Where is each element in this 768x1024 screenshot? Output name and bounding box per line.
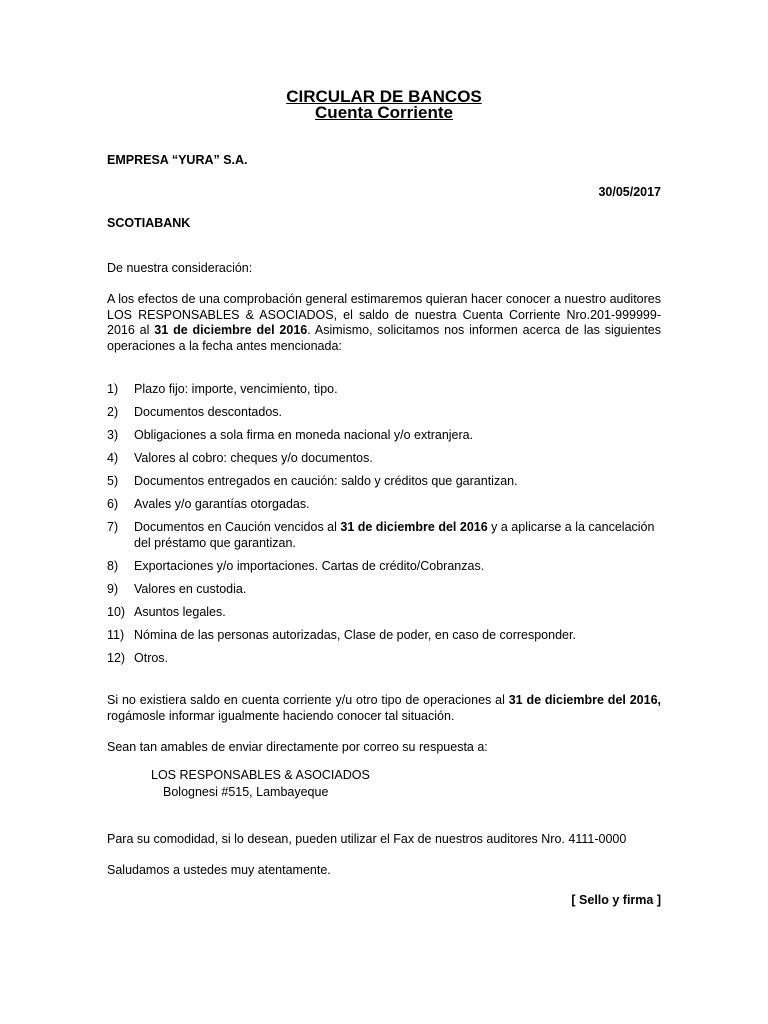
list-item [107,651,661,667]
document-title: CIRCULAR DE BANCOS [286,87,482,106]
list-item [107,497,661,513]
list-item-number: 10) [107,604,126,619]
company-name: EMPRESA “YURA” S.A. [107,153,248,167]
list-item-text: Avales y/o garantías otorgadas. [134,497,310,511]
operations-list [107,382,661,674]
list-item [107,474,661,490]
list-item-text: Asuntos legales. [134,604,226,619]
intro-date: 31 de diciembre del 2016 [154,323,308,337]
list-item-text: Otros. [134,650,169,665]
fax-note: Para su comodidad, si lo desean, pueden utilizar el Fax de nuestros auditores Nro. 4111-0000 [107,832,627,846]
list-item-text: Obligaciones a sola firma en moneda nacional y/o extranjera. [134,428,474,442]
no-balance-paragraph [107,693,661,724]
address-name: LOS RESPONSABLES & ASOCIADOS [151,768,370,782]
list-item [107,451,661,467]
list-item [107,520,661,551]
intro-paragraph [107,292,661,354]
closing-text: Saludamos a ustedes muy atentamente. [107,863,331,877]
list-item-number: 11) [107,627,125,642]
no-balance-text-2: rogámosle informar igualmente haciendo conocer tal situación. [107,708,455,723]
list-item-text: Exportaciones y/o importaciones. Cartas de crédito/Cobranzas. [134,558,485,573]
signature-placeholder: [ Sello y firma ] [571,893,661,907]
list-item [107,605,661,621]
intro-text-2: . Asimismo, solicitamos nos informen acerca de las siguientes operaciones a la fecha antes mencionada: [107,323,661,353]
list-item [107,628,661,644]
list-item [107,559,661,575]
intro-text-1: A los efectos de una comprobación general estimaremos quieran hacer conocer a nuestro auditores LOS RESPONSABLES & ASOCIADOS, el saldo de nuestra Cuenta Corriente Nro.201-999999-2016 al [107,292,661,337]
list-item [107,582,661,598]
list-item-number: 3) [107,428,119,442]
list-item-number: 8) [107,558,119,573]
list-item-number: 7) [107,520,119,534]
list-item-date: 31 de diciembre del 2016 [340,520,488,534]
list-item-text: Plazo fijo: importe, vencimiento, tipo. [134,382,338,396]
list-item-text: y a aplicarse a la cancelación del préstamo que garantizan. [134,520,655,550]
list-item-number: 2) [107,405,119,419]
list-item-text: Nómina de las personas autorizadas, Clase de poder, en caso de corresponder. [134,627,576,642]
list-item-text: Valores al cobro: cheques y/o documentos. [134,451,373,465]
no-balance-date: 31 de diciembre del 2016, [508,693,661,707]
list-item [107,405,661,421]
list-item-number: 4) [107,451,119,465]
list-item-text: Documentos descontados. [134,405,283,419]
list-item-text: Documentos entregados en caución: saldo y créditos que garantizan. [134,474,518,488]
letter-date: 30/05/2017 [598,185,661,199]
list-item-number: 5) [107,474,119,488]
list-item-text: Documentos en Caución vencidos al [134,520,341,534]
list-item [107,428,661,444]
list-item-number: 6) [107,497,119,511]
address-street: Bolognesi #515, Lambayeque [163,785,329,799]
no-balance-text-1: Si no existiera saldo en cuenta corriente y/u otro tipo de operaciones al [107,693,509,707]
list-item-number: 9) [107,581,119,596]
send-request-text: Sean tan amables de enviar directamente por correo su respuesta a: [107,740,488,754]
list-item-number: 1) [107,382,119,396]
list-item-number: 12) [107,650,126,665]
list-item-text: Valores en custodia. [134,581,247,596]
bank-name: SCOTIABANK [107,216,191,230]
greeting: De nuestra consideración: [107,261,253,275]
list-item [107,382,661,398]
document-subtitle: Cuenta Corriente [315,103,453,122]
